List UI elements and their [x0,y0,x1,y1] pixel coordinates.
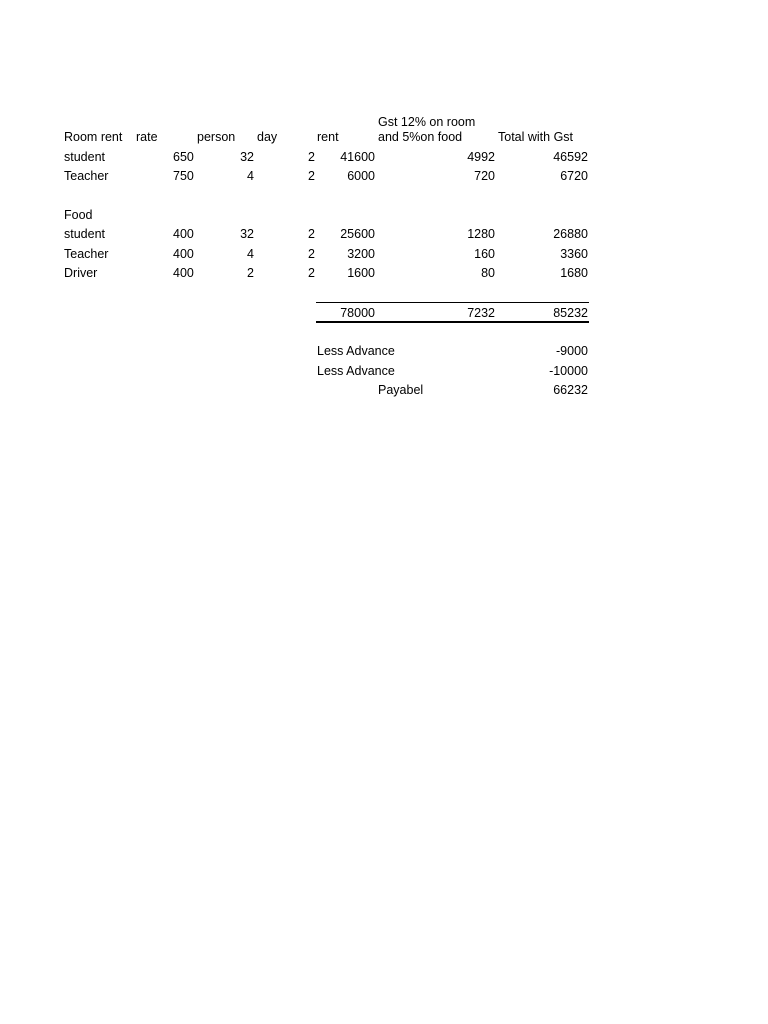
row-gst: 80 [481,266,495,280]
row-total: 3360 [560,247,588,261]
row-rent: 6000 [347,169,375,183]
row-gst: 4992 [467,150,495,164]
food-section-title: Food [64,208,93,222]
row-label: Teacher [64,247,109,261]
row-rent: 41600 [340,150,375,164]
grand-total: 85232 [553,306,588,320]
row-total: 6720 [560,169,588,183]
row-rate: 400 [173,227,194,241]
totals-bottom-border [316,321,589,323]
row-rate: 400 [173,266,194,280]
row-label: Driver [64,266,98,280]
row-gst: 1280 [467,227,495,241]
row-label: student [64,227,106,241]
row-person: 32 [240,150,254,164]
row-total: 46592 [553,150,588,164]
payable-value: 66232 [553,383,588,397]
header-gst-line2: and 5%on food [378,130,463,144]
row-rate: 400 [173,247,194,261]
header-gst-line1: Gst 12% on room [378,115,476,129]
adjustment-value: -10000 [549,364,588,378]
row-total: 26880 [553,227,588,241]
adjustment-label: Less Advance [317,364,395,378]
totals-top-border [316,302,589,303]
row-rate: 650 [173,150,194,164]
header-day: day [257,130,278,144]
row-rent: 25600 [340,227,375,241]
row-total: 1680 [560,266,588,280]
adjustment-value: -9000 [556,344,588,358]
row-rate: 750 [173,169,194,183]
row-day: 2 [308,266,315,280]
row-day: 2 [308,169,315,183]
row-person: 32 [240,227,254,241]
row-rent: 3200 [347,247,375,261]
row-label: Teacher [64,169,109,183]
total-gst: 7232 [467,306,495,320]
total-rent: 78000 [340,306,375,320]
row-gst: 160 [474,247,495,261]
row-person: 2 [247,266,254,280]
header-person: person [197,130,236,144]
row-rent: 1600 [347,266,375,280]
header-room-rent: Room rent [64,130,123,144]
row-day: 2 [308,150,315,164]
header-rent: rent [317,130,339,144]
row-day: 2 [308,227,315,241]
payable-label: Payabel [378,383,424,397]
row-person: 4 [247,169,254,183]
row-day: 2 [308,247,315,261]
adjustment-label: Less Advance [317,344,395,358]
row-gst: 720 [474,169,495,183]
header-total: Total with Gst [498,130,574,144]
header-rate: rate [136,130,158,144]
row-person: 4 [247,247,254,261]
row-label: student [64,150,106,164]
